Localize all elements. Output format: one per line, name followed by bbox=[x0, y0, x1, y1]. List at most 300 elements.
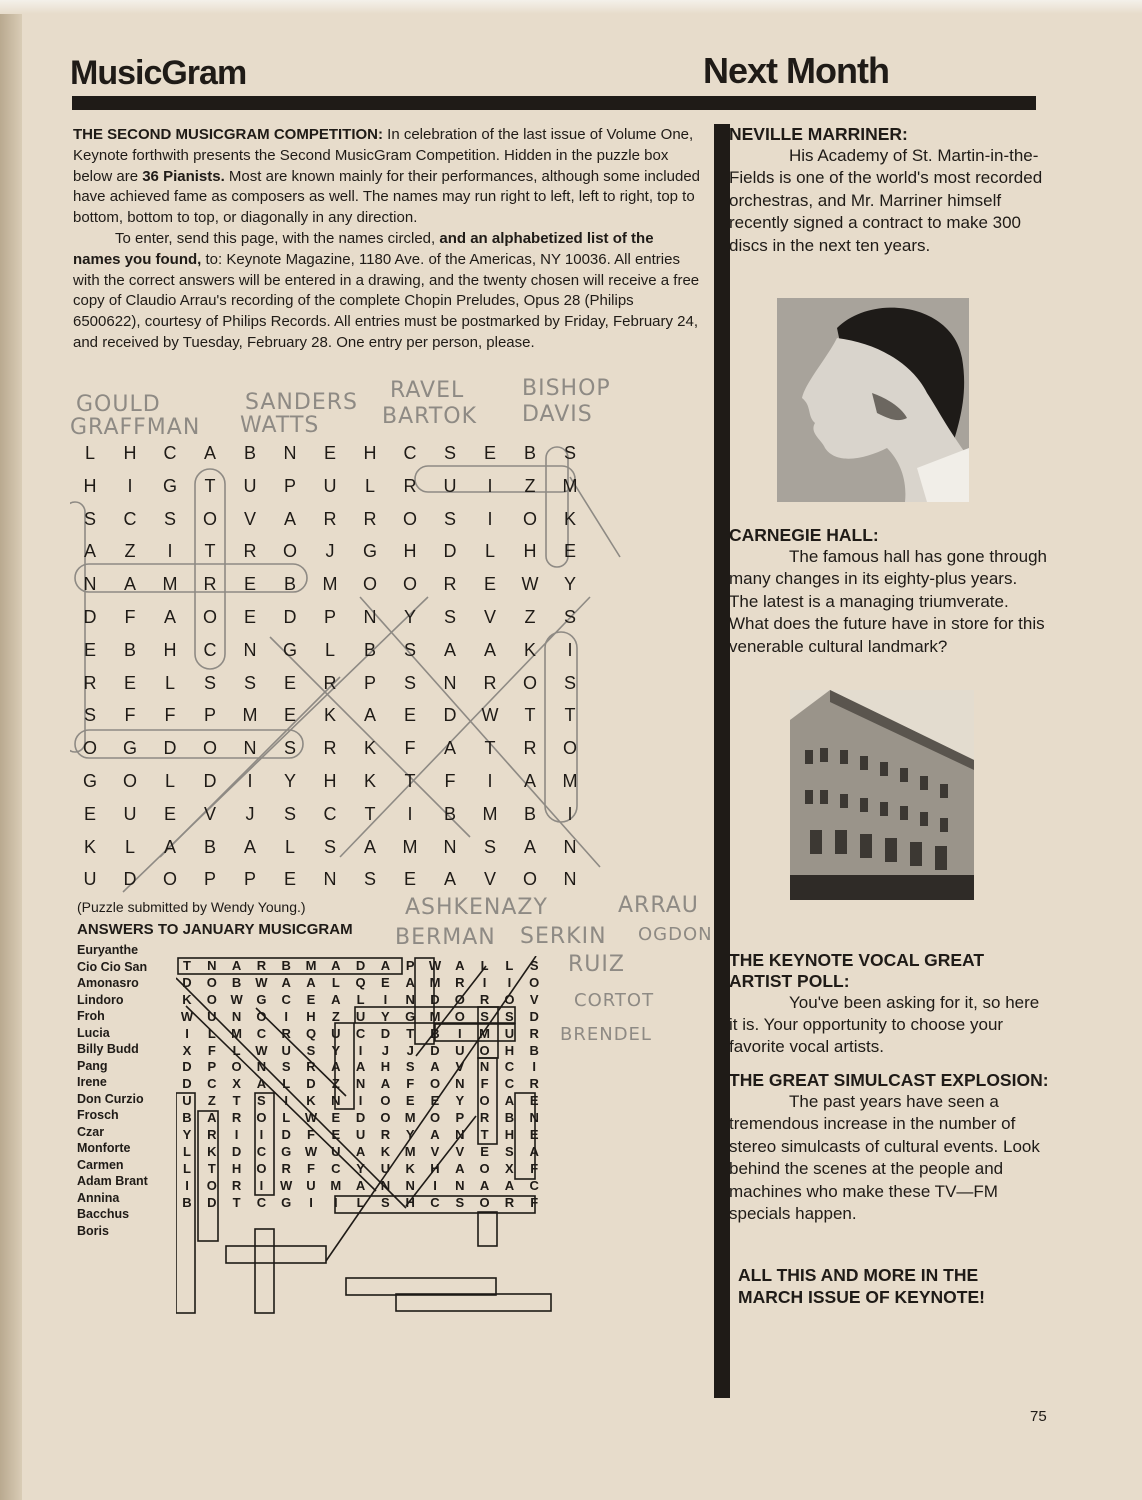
answer-letter: E bbox=[529, 1093, 539, 1109]
puzzle-letter: F bbox=[404, 738, 416, 759]
answer-letter: U bbox=[182, 1093, 192, 1109]
answer-letter: I bbox=[185, 1177, 189, 1193]
answer-letter: C bbox=[256, 1194, 267, 1210]
answer-letter: J bbox=[381, 1042, 389, 1058]
puzzle-letter: O bbox=[402, 574, 417, 595]
competition-intro bbox=[73, 125, 705, 354]
puzzle-letter: B bbox=[203, 836, 216, 857]
marriner-portrait-photo bbox=[777, 298, 969, 502]
answer-letter: L bbox=[282, 1076, 291, 1092]
puzzle-letter: U bbox=[323, 475, 337, 496]
answer-letter: V bbox=[430, 1143, 440, 1159]
puzzle-letter: K bbox=[523, 639, 536, 660]
answer-letter: D bbox=[182, 1076, 192, 1092]
answer-letter: H bbox=[504, 1042, 515, 1058]
answer-list-item: Bacchus bbox=[77, 1207, 130, 1221]
puzzle-letter: R bbox=[403, 475, 417, 496]
puzzle-letter: A bbox=[443, 869, 456, 890]
puzzle-letter: O bbox=[362, 574, 377, 595]
answer-letter: S bbox=[529, 958, 539, 973]
answer-letter: E bbox=[529, 1127, 539, 1142]
answer-letter: T bbox=[183, 958, 191, 973]
answer-letter: C bbox=[256, 1143, 267, 1159]
puzzle-letter: V bbox=[483, 869, 496, 890]
answer-letter: H bbox=[306, 1008, 316, 1024]
puzzle-letter: G bbox=[162, 475, 177, 496]
handwriting-watts: WATTS bbox=[240, 413, 320, 438]
puzzle-letter: H bbox=[123, 443, 137, 463]
answer-letter: Q bbox=[355, 974, 366, 990]
puzzle-letter: S bbox=[283, 803, 296, 824]
answer-letter: I bbox=[185, 1025, 189, 1041]
answer-letter: M bbox=[231, 1025, 243, 1041]
answer-letter: H bbox=[405, 1194, 415, 1210]
answer-letter: U bbox=[281, 1042, 291, 1058]
answer-letter: B bbox=[504, 1110, 515, 1126]
puzzle-letter: I bbox=[487, 508, 493, 529]
puzzle-letter: L bbox=[84, 443, 95, 463]
box-horf bbox=[226, 1246, 326, 1263]
puzzle-letter: S bbox=[443, 607, 456, 627]
answer-letter: I bbox=[383, 991, 388, 1007]
marriner-section bbox=[729, 124, 1049, 257]
puzzle-letter: A bbox=[523, 771, 536, 791]
puzzle-letter: C bbox=[163, 443, 177, 463]
answer-letter: B bbox=[430, 1025, 440, 1041]
puzzle-letter: O bbox=[522, 672, 537, 693]
answer-letter: W bbox=[255, 974, 268, 990]
answer-letter: A bbox=[504, 1093, 515, 1109]
answer-letter: O bbox=[256, 1160, 267, 1176]
answer-letter: E bbox=[331, 1127, 341, 1142]
puzzle-letter: A bbox=[163, 836, 176, 857]
answer-letter: O bbox=[231, 1059, 242, 1075]
circle-kotrabon bbox=[545, 632, 577, 822]
puzzle-letter: L bbox=[324, 639, 335, 660]
answer-list-item: Irene bbox=[77, 1075, 107, 1089]
answer-letter: S bbox=[455, 1194, 465, 1210]
puzzle-letter: E bbox=[283, 705, 296, 726]
answer-letter: R bbox=[529, 1025, 539, 1041]
puzzle-letter: B bbox=[523, 443, 536, 463]
answer-letter: S bbox=[505, 1143, 514, 1159]
answer-letter: D bbox=[231, 1143, 242, 1159]
puzzle-letter: I bbox=[407, 803, 413, 824]
answer-letter: Q bbox=[305, 1025, 317, 1041]
answer-word-list bbox=[77, 942, 148, 1239]
answer-letter: V bbox=[455, 1059, 465, 1075]
handwriting-davis: DAVIS bbox=[522, 402, 593, 427]
puzzle-letter: E bbox=[323, 443, 336, 463]
vocal-poll-section bbox=[729, 950, 1049, 1058]
answer-letter: S bbox=[281, 1059, 291, 1075]
puzzle-letter: A bbox=[243, 836, 256, 857]
answer-letter: Y bbox=[356, 1160, 365, 1176]
puzzle-letter: U bbox=[123, 803, 137, 824]
handwriting-ogdon: OGDON bbox=[638, 924, 713, 945]
puzzle-letter: N bbox=[563, 869, 577, 890]
answer-letter: N bbox=[455, 1127, 465, 1142]
answer-letter: M bbox=[479, 1025, 491, 1041]
puzzle-letter: B bbox=[363, 639, 376, 660]
puzzle-letter: B bbox=[243, 443, 256, 463]
page-number: 75 bbox=[1030, 1408, 1047, 1425]
answer-list-item: Cio Cio San bbox=[77, 959, 148, 974]
masthead-musicgram: MusicGram bbox=[70, 54, 247, 92]
box-frosch bbox=[396, 1294, 551, 1311]
puzzle-letter: T bbox=[404, 771, 416, 791]
puzzle-letter: R bbox=[203, 574, 217, 595]
puzzle-letter: A bbox=[363, 836, 376, 857]
answer-letter: D bbox=[281, 1127, 291, 1142]
answer-letter: R bbox=[529, 1076, 539, 1092]
pencil-circles bbox=[70, 437, 630, 897]
answers-title: ANSWERS TO JANUARY MUSICGRAM bbox=[77, 921, 353, 938]
answer-letter: W bbox=[280, 1177, 293, 1193]
answer-letter: W bbox=[255, 1042, 268, 1058]
puzzle-letter: D bbox=[443, 705, 457, 726]
handwriting-arrau: ARRAU bbox=[618, 893, 699, 918]
puzzle-letter: K bbox=[83, 836, 96, 857]
puzzle-letter: D bbox=[283, 607, 297, 627]
closing-callout: ALL THIS AND MORE IN THE MARCH ISSUE OF KEYNOTE! bbox=[738, 1265, 985, 1307]
answer-letter: G bbox=[281, 1143, 292, 1159]
answer-list-item: Lindoro bbox=[77, 992, 124, 1007]
puzzle-letter: K bbox=[363, 771, 376, 791]
puzzle-letter: G bbox=[282, 639, 297, 660]
puzzle-letter: S bbox=[83, 705, 96, 726]
answer-letter: C bbox=[504, 1059, 515, 1075]
puzzle-letter: N bbox=[363, 607, 377, 627]
puzzle-letter: V bbox=[203, 803, 216, 824]
puzzle-letter: J bbox=[245, 803, 255, 824]
puzzle-letter: S bbox=[563, 443, 576, 463]
handwriting-bartok: BARTOK bbox=[382, 404, 478, 429]
puzzle-letter: P bbox=[243, 869, 256, 890]
answer-letter: C bbox=[355, 1025, 366, 1041]
puzzle-letter: R bbox=[323, 672, 337, 693]
puzzle-letter: E bbox=[163, 803, 176, 824]
puzzle-letter: R bbox=[523, 738, 537, 759]
puzzle-letter: I bbox=[567, 639, 573, 660]
answer-letter: D bbox=[529, 1008, 539, 1024]
puzzle-letter: I bbox=[487, 771, 493, 791]
answer-letter: K bbox=[207, 1143, 217, 1159]
page-edge-top bbox=[0, 0, 1142, 14]
carnegie-hall-photo bbox=[790, 690, 974, 900]
puzzle-letter: O bbox=[522, 508, 537, 529]
carnegie-section bbox=[729, 525, 1049, 658]
answer-letter: D bbox=[306, 1076, 316, 1092]
answer-letter: O bbox=[429, 1110, 441, 1126]
answer-letter: D bbox=[355, 1110, 366, 1126]
answer-letter: I bbox=[507, 974, 512, 990]
answer-letter: L bbox=[183, 1143, 191, 1159]
marriner-text: His Academy of St. Martin-in-the-Fields is one of the world's most recorded orchestras, and Mr. Marriner himself recently signed a contract to make 300 discs in the next ten years. bbox=[729, 146, 1043, 255]
puzzle-letter: N bbox=[83, 574, 97, 595]
answer-letter: C bbox=[281, 991, 291, 1007]
intro-paragraph-1 bbox=[73, 125, 705, 229]
answer-letter: A bbox=[331, 991, 341, 1007]
puzzle-letter: S bbox=[403, 672, 416, 693]
puzzle-letter: H bbox=[363, 443, 377, 463]
answer-letter: M bbox=[305, 958, 317, 973]
answer-letter: Y bbox=[455, 1093, 465, 1109]
answer-letter: W bbox=[428, 958, 442, 973]
box-carmen bbox=[255, 1229, 274, 1313]
answer-letter: R bbox=[479, 1110, 490, 1126]
puzzle-letter: U bbox=[83, 869, 97, 890]
answer-list-item: Don Curzio bbox=[77, 1091, 144, 1106]
puzzle-letter: H bbox=[323, 771, 337, 791]
puzzle-letter: A bbox=[443, 738, 456, 759]
puzzle-letter: O bbox=[202, 607, 217, 627]
answer-letter: X bbox=[232, 1076, 241, 1092]
puzzle-letter: E bbox=[283, 869, 296, 890]
answer-letter: M bbox=[330, 1177, 342, 1193]
puzzle-letter: F bbox=[124, 607, 136, 627]
puzzle-letter: E bbox=[123, 672, 136, 693]
entry-text-bold: and an alphabetized list of the names you found, bbox=[73, 229, 654, 268]
entry-text-b: to: Keynote Magazine, 1180 Ave. of the Americas, NY 10036. All entries with the correct answers will be entered in a drawing, and the twenty chosen will receive a free copy of Claudio Arrau's recording of the complete Chopin Preludes, Opus 28 (Philips 6500622), courtesy of Philips Records. All entries must be postmarked by Friday, February 24, and received by Tuesday, February 28. One entry per person, please. bbox=[73, 250, 700, 351]
answer-letter: J bbox=[406, 1042, 414, 1058]
answer-letter: O bbox=[479, 1194, 490, 1210]
puzzle-letter: E bbox=[403, 705, 416, 726]
answer-letter: D bbox=[182, 974, 192, 990]
puzzle-letter: D bbox=[163, 738, 177, 759]
answer-letter: E bbox=[480, 1143, 489, 1159]
answer-letter: O bbox=[454, 1008, 465, 1024]
answer-letter: I bbox=[333, 1194, 338, 1210]
answer-letter: I bbox=[358, 1042, 363, 1058]
marriner-heading: NEVILLE MARRINER: bbox=[729, 124, 908, 144]
puzzle-letter: P bbox=[283, 475, 296, 496]
puzzle-letter: P bbox=[203, 705, 216, 726]
answer-word-search bbox=[176, 956, 556, 1316]
answer-letter: A bbox=[306, 974, 316, 990]
answer-letter: A bbox=[430, 1059, 440, 1075]
puzzle-letter: O bbox=[122, 771, 137, 791]
puzzle-letter: Z bbox=[124, 541, 136, 562]
puzzle-letter: S bbox=[323, 836, 336, 857]
simulcast-text: The past years have seen a tremendous increase in the number of stereo simulcasts of cultural events. Look behind the scenes at the people and machines who make these TV—FM specials happen. bbox=[729, 1092, 1040, 1224]
answer-letter: O bbox=[429, 1076, 441, 1092]
answer-letter: D bbox=[380, 1025, 391, 1041]
answer-letter: U bbox=[504, 1025, 515, 1041]
answer-letter: C bbox=[504, 1076, 515, 1092]
answer-letter: R bbox=[455, 974, 465, 990]
answer-letter: V bbox=[455, 1143, 465, 1159]
answer-letter: A bbox=[455, 958, 465, 973]
puzzle-letter: T bbox=[564, 705, 576, 726]
puzzle-letter: U bbox=[243, 475, 257, 496]
puzzle-letter: C bbox=[403, 443, 417, 463]
vocal-heading: THE KEYNOTE VOCAL GREAT ARTIST POLL: bbox=[729, 950, 985, 991]
puzzle-letter: D bbox=[203, 771, 217, 791]
answer-letter: O bbox=[206, 1177, 217, 1193]
handwriting-ravel: RAVEL bbox=[390, 378, 465, 403]
line-diagonal-4 bbox=[360, 597, 600, 867]
puzzle-letter: P bbox=[203, 869, 216, 890]
answer-letter: L bbox=[232, 1042, 241, 1058]
puzzle-letter: U bbox=[443, 475, 457, 496]
handwriting-ashkenazy: ASHKENAZY bbox=[405, 895, 548, 920]
puzzle-letter: M bbox=[482, 803, 498, 824]
answer-letter: O bbox=[479, 1160, 490, 1176]
puzzle-letter: M bbox=[242, 705, 258, 726]
puzzle-letter: S bbox=[443, 508, 456, 529]
answer-letter: T bbox=[207, 1160, 216, 1176]
answer-letter: M bbox=[404, 1143, 416, 1159]
puzzle-letter: Z bbox=[524, 475, 536, 496]
puzzle-letter: H bbox=[523, 541, 537, 562]
answer-letter: N bbox=[455, 1177, 465, 1193]
answer-letter: T bbox=[480, 1127, 489, 1142]
answer-letter: C bbox=[256, 1025, 267, 1041]
answer-letter: A bbox=[331, 1059, 341, 1075]
answer-letter: W bbox=[180, 1008, 194, 1024]
answer-letter: W bbox=[230, 991, 243, 1007]
answer-letter: W bbox=[304, 1110, 318, 1126]
answer-letter: L bbox=[207, 1025, 216, 1041]
puzzle-letter: S bbox=[243, 672, 256, 693]
simulcast-heading: THE GREAT SIMULCAST EXPLOSION: bbox=[729, 1070, 1049, 1090]
answer-letter: N bbox=[355, 1076, 366, 1092]
puzzle-letter: A bbox=[523, 836, 536, 857]
answer-letter: R bbox=[231, 1177, 242, 1193]
puzzle-letter: N bbox=[443, 836, 457, 857]
puzzle-letter: I bbox=[247, 771, 253, 791]
answer-letter: I bbox=[309, 1194, 313, 1210]
answer-letter: R bbox=[306, 1059, 316, 1075]
answer-letter: H bbox=[430, 1160, 440, 1176]
handwriting-bishop: BISHOP bbox=[522, 376, 611, 401]
puzzle-letter: V bbox=[483, 607, 496, 627]
puzzle-letter: D bbox=[443, 541, 457, 562]
puzzle-letter: T bbox=[364, 803, 376, 824]
answer-letter: U bbox=[355, 1008, 366, 1024]
answer-letter: R bbox=[281, 1160, 291, 1176]
puzzle-letter: F bbox=[444, 771, 456, 791]
answer-letter: N bbox=[231, 1008, 242, 1024]
answer-letter: I bbox=[259, 1177, 264, 1193]
answer-letter: I bbox=[457, 1025, 462, 1041]
answer-letter: I bbox=[433, 1177, 437, 1193]
puzzle-letter: O bbox=[82, 738, 97, 759]
puzzle-letter: I bbox=[567, 803, 573, 824]
answer-letter: O bbox=[454, 991, 465, 1007]
puzzle-letter: M bbox=[162, 574, 178, 595]
answer-letter: I bbox=[284, 1008, 288, 1024]
answer-letter: U bbox=[455, 1042, 465, 1058]
puzzle-letter: A bbox=[123, 574, 136, 595]
puzzle-letter: R bbox=[323, 738, 337, 759]
answer-letter: A bbox=[529, 1143, 539, 1159]
puzzle-letter: A bbox=[363, 705, 376, 726]
answer-letter: U bbox=[355, 1127, 366, 1142]
answer-letter: P bbox=[207, 1059, 217, 1075]
answer-letter: C bbox=[207, 1076, 217, 1092]
answer-letter: O bbox=[256, 1110, 267, 1126]
answer-letter: D bbox=[355, 958, 366, 973]
handwriting-ruiz: RUIZ bbox=[568, 952, 625, 977]
answer-letter: L bbox=[356, 1194, 365, 1210]
puzzle-letter: E bbox=[83, 803, 96, 824]
answer-letter: P bbox=[405, 958, 415, 973]
answer-letter: F bbox=[307, 1127, 315, 1142]
answer-letter: A bbox=[355, 1177, 366, 1193]
puzzle-letter: V bbox=[243, 508, 256, 529]
carnegie-text: The famous hall has gone through many changes in its eighty-plus years. The latest is a managing triumverate. What does the future have in store for this venerable cultural landmark? bbox=[729, 547, 1048, 656]
answer-letter: L bbox=[480, 958, 489, 973]
entry-text-a: To enter, send this page, with the names circled, bbox=[115, 229, 440, 247]
page-edge bbox=[0, 0, 22, 1500]
answer-letter: G bbox=[256, 991, 267, 1007]
puzzle-letter: S bbox=[363, 869, 376, 890]
box-e bbox=[478, 1212, 497, 1246]
answer-letter: R bbox=[380, 1127, 391, 1142]
answer-letter: O bbox=[479, 1042, 490, 1058]
puzzle-letter: G bbox=[122, 738, 137, 759]
puzzle-letter: E bbox=[483, 443, 496, 463]
answer-letter: G bbox=[281, 1194, 292, 1210]
puzzle-letter: S bbox=[443, 443, 456, 463]
puzzle-letter: R bbox=[323, 508, 337, 529]
vocal-text: You've been asking for it, so here it is. Your opportunity to choose your favorite vocal artists. bbox=[729, 993, 1040, 1056]
answer-letter: B bbox=[281, 958, 291, 973]
puzzle-letter: O bbox=[202, 738, 217, 759]
puzzle-letter: I bbox=[127, 475, 133, 496]
puzzle-letter: Z bbox=[524, 607, 536, 627]
answer-letter: S bbox=[480, 1008, 489, 1024]
puzzle-letter: O bbox=[162, 869, 177, 890]
answer-letter: F bbox=[530, 1160, 539, 1176]
puzzle-letter: Y bbox=[283, 771, 296, 791]
box-annina bbox=[346, 1278, 496, 1295]
handwriting-sanders: SANDERS bbox=[245, 390, 358, 415]
puzzle-letter: M bbox=[562, 771, 578, 791]
answer-letter: U bbox=[306, 1177, 316, 1193]
answer-letter: K bbox=[380, 1143, 391, 1159]
puzzle-letter: I bbox=[167, 541, 173, 562]
intro-text-b: Most are known mainly for their performances, although some included have achieved fame as composers as well. The names may run right to left, left to right, top to bottom, bottom to top, or diagonally in any direction. bbox=[73, 167, 700, 227]
answer-letter: S bbox=[505, 1008, 514, 1024]
puzzle-letter: S bbox=[563, 672, 576, 693]
puzzle-letter: L bbox=[284, 836, 295, 857]
answer-letter: Z bbox=[331, 1008, 340, 1024]
answer-letter: L bbox=[183, 1160, 191, 1176]
puzzle-letter: S bbox=[563, 607, 576, 627]
handwriting-brendel: BRENDEL bbox=[560, 1024, 652, 1045]
answer-list-item: Froh bbox=[77, 1009, 105, 1023]
puzzle-letter: B bbox=[283, 574, 296, 595]
puzzle-letter: S bbox=[403, 639, 416, 660]
puzzle-letter: T bbox=[204, 541, 216, 562]
puzzle-letter: N bbox=[443, 672, 457, 693]
puzzle-letter: A bbox=[443, 639, 456, 660]
puzzle-letter: N bbox=[283, 443, 297, 463]
puzzle-letter: A bbox=[163, 607, 176, 627]
puzzle-letter: A bbox=[283, 508, 296, 529]
answer-letter: V bbox=[529, 991, 539, 1007]
puzzle-letter: M bbox=[402, 836, 418, 857]
answer-letter: B bbox=[182, 1110, 192, 1126]
answer-letter: A bbox=[405, 974, 415, 990]
answer-letter: D bbox=[207, 1194, 217, 1210]
puzzle-letter: H bbox=[83, 475, 97, 496]
answer-letter: N bbox=[207, 958, 217, 973]
answer-letter: O bbox=[206, 991, 217, 1007]
